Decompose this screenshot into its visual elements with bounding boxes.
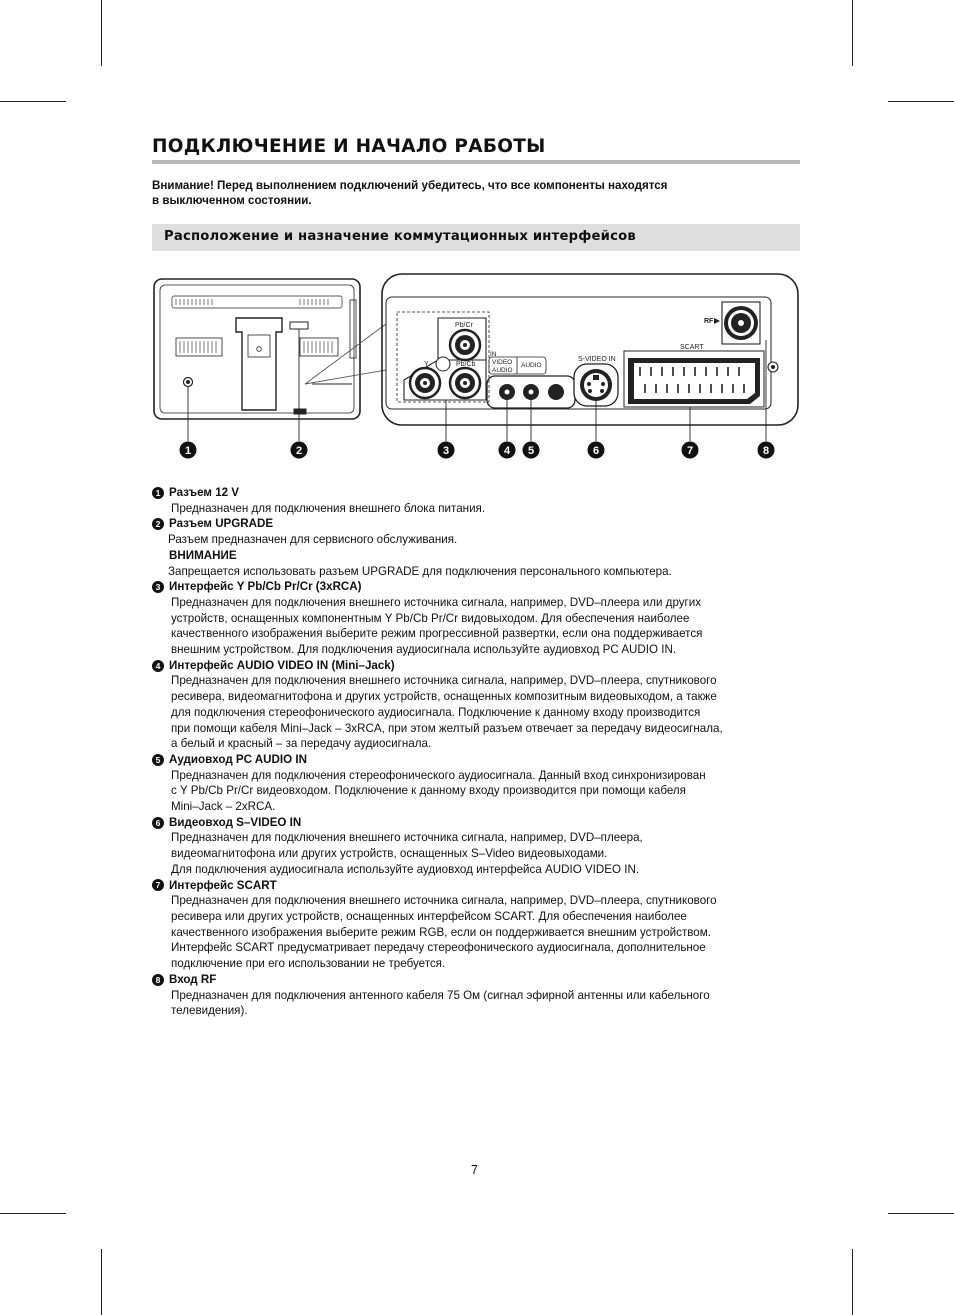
callout-3-label: 3 [442, 445, 450, 457]
item-desc-line: устройств, оснащенных компонентным Y Pb/Cb Pr/Cr видовыходом. Для обеспечения наиболее [171, 611, 690, 625]
item-title: Интерфейс AUDIO VIDEO IN (Mini–Jack) [169, 658, 395, 672]
item-title: Интерфейс Y Pb/Cb Pr/Cr (3xRCA) [169, 580, 362, 594]
item-desc-line: качественного изображения выберите режим прогрессивной развертки, если она поддерживается [171, 627, 703, 641]
item-desc-line: Mini–Jack – 2xRCA. [171, 800, 276, 814]
item-pc-audio [152, 752, 812, 815]
item-title: Видеовход S–VIDEO IN [169, 815, 302, 829]
headphone-jack [548, 384, 564, 400]
item-scart [152, 878, 812, 972]
item-desc-line: Разъем предназначен для сервисного обслуживания. [168, 533, 458, 547]
scart-connector [624, 351, 764, 407]
label-audio-left: AUDIO [492, 367, 513, 374]
callout-7-label: 7 [686, 445, 694, 457]
item-12v [152, 485, 812, 516]
item-upgrade [152, 516, 812, 579]
label-video: VIDEO [492, 359, 513, 366]
item-title: Вход RF [169, 972, 217, 986]
item-desc-line: телевидения). [171, 1004, 248, 1018]
tv-back-illustration [154, 279, 360, 419]
item-title: Аудиовход PC AUDIO IN [169, 752, 307, 766]
label-y: Y [424, 361, 429, 368]
section-heading: Расположение и назначение коммутационных интерфейсов [164, 229, 636, 244]
warning-line-2: в выключенном состоянии. [152, 194, 312, 207]
item-number: 5 [152, 754, 164, 766]
item-title: Интерфейс SCART [169, 878, 277, 892]
item-desc-line: при помощи кабеля Mini–Jack – 3xRCA, при этом желтый разъем отвечает за передачу видеосигнала, [171, 721, 723, 735]
item-desc-line: Предназначен для подключения внешнего источника сигнала, например, DVD–плеера, спутникового [171, 674, 717, 688]
crop-mark [0, 1213, 66, 1214]
item-svideo [152, 815, 812, 878]
item-desc-line: а белый и красный – за передачу аудиосигнала. [171, 737, 432, 751]
item-number: 6 [152, 817, 164, 829]
item-desc-line: Для подключения аудиосигнала используйте аудиовход интерфейса AUDIO VIDEO IN. [171, 862, 640, 876]
zoom-lines [305, 324, 386, 384]
callout-2-label: 2 [295, 445, 303, 457]
callout-8-label: 8 [762, 445, 770, 457]
svideo-connector [574, 364, 618, 406]
upgrade-warning-text: Запрещается использовать разъем UPGRADE для подключения персонального компьютера. [168, 564, 672, 578]
item-desc-line: ресивера, видеомагнитофона и других устройств, оснащенных композитным видеовыходом, а также [171, 690, 717, 704]
item-desc-line: Предназначен для подключения внешнего источника сигнала, например, DVD–плеера, спутникового [171, 894, 717, 908]
item-desc-line: подключение при его использовании не требуется. [171, 957, 446, 971]
item-number: 7 [152, 879, 164, 891]
callout-1-label: 1 [184, 445, 192, 457]
page-title: ПОДКЛЮЧЕНИЕ И НАЧАЛО РАБОТЫ [152, 136, 546, 157]
callout-5-label: 5 [527, 445, 535, 457]
page-number: 7 [471, 1163, 478, 1177]
callout-markers [180, 442, 775, 459]
label-pb-cr: Pb/Cr [455, 322, 473, 329]
warning-line-1: Внимание! Перед выполнением подключений убедитесь, что все компоненты находятся [152, 179, 668, 192]
label-scart: SCART [680, 344, 704, 351]
item-desc-line: для подключения стереофонического аудиосигнала. Подключение к данному входу производится [171, 705, 701, 719]
item-desc-line: Предназначен для подключения внешнего источника сигнала, например, DVD–плеера или других [171, 595, 702, 609]
item-desc-line: Предназначен для подключения внешнего блока питания. [171, 501, 486, 515]
item-desc-line: Интерфейс SCART предусматривает передачу стереофонического аудиосигнала, дополнительное [171, 941, 706, 955]
crop-mark [888, 1213, 954, 1214]
connector-diagram [0, 0, 954, 470]
item-rf [152, 972, 812, 1019]
item-desc-line: Предназначен для подключения антенного кабеля 75 Ом (сигнал эфирной антенны или кабельного [171, 988, 710, 1002]
label-svideo: S-VIDEO IN [578, 356, 616, 363]
item-number: 2 [152, 518, 164, 530]
item-title: Разъем 12 V [169, 486, 240, 499]
item-component [152, 579, 812, 658]
item-number: 8 [152, 974, 164, 986]
item-desc-line: внешним устройством. Для подключения аудиосигнала используйте аудиовход PC AUDIO IN. [171, 643, 677, 657]
label-in: IN [490, 351, 497, 358]
callout-6-label: 6 [592, 445, 600, 457]
item-title: Разъем UPGRADE [169, 517, 274, 531]
upgrade-warning-label: ВНИМАНИЕ [169, 548, 237, 562]
item-number: 3 [152, 581, 164, 593]
label-audio-right: AUDIO [521, 362, 542, 369]
item-desc-line: Предназначен для подключения внешнего источника сигнала, например, DVD–плеера, [171, 831, 643, 845]
item-desc-line: ресивера или других устройств, оснащенных интерфейсом SCART. Для обеспечения наиболее [171, 909, 687, 923]
item-desc-line: видеомагнитофона или других устройств, оснащенных S–Video видеовыходами. [171, 847, 608, 861]
item-number: 1 [152, 487, 164, 499]
item-desc-line: Предназначен для подключения стереофонического аудиосигнала. Данный вход синхронизирован [171, 768, 706, 782]
crop-mark [852, 1249, 853, 1315]
item-number: 4 [152, 660, 164, 672]
item-desc-line: качественного изображения выберите режим RGB, если он поддерживается внешним устройством. [171, 925, 711, 939]
label-rf: RF [704, 318, 714, 325]
label-pb-cb: Pb/Cb [456, 361, 476, 368]
connector-descriptions [152, 485, 812, 1019]
item-av-in [152, 658, 812, 752]
item-desc-line: с Y Pb/Cb Pr/Cr видеовходом. Подключение к данному входу производится при помощи кабеля [171, 784, 686, 798]
callout-4-label: 4 [503, 445, 511, 457]
crop-mark [101, 1249, 102, 1315]
